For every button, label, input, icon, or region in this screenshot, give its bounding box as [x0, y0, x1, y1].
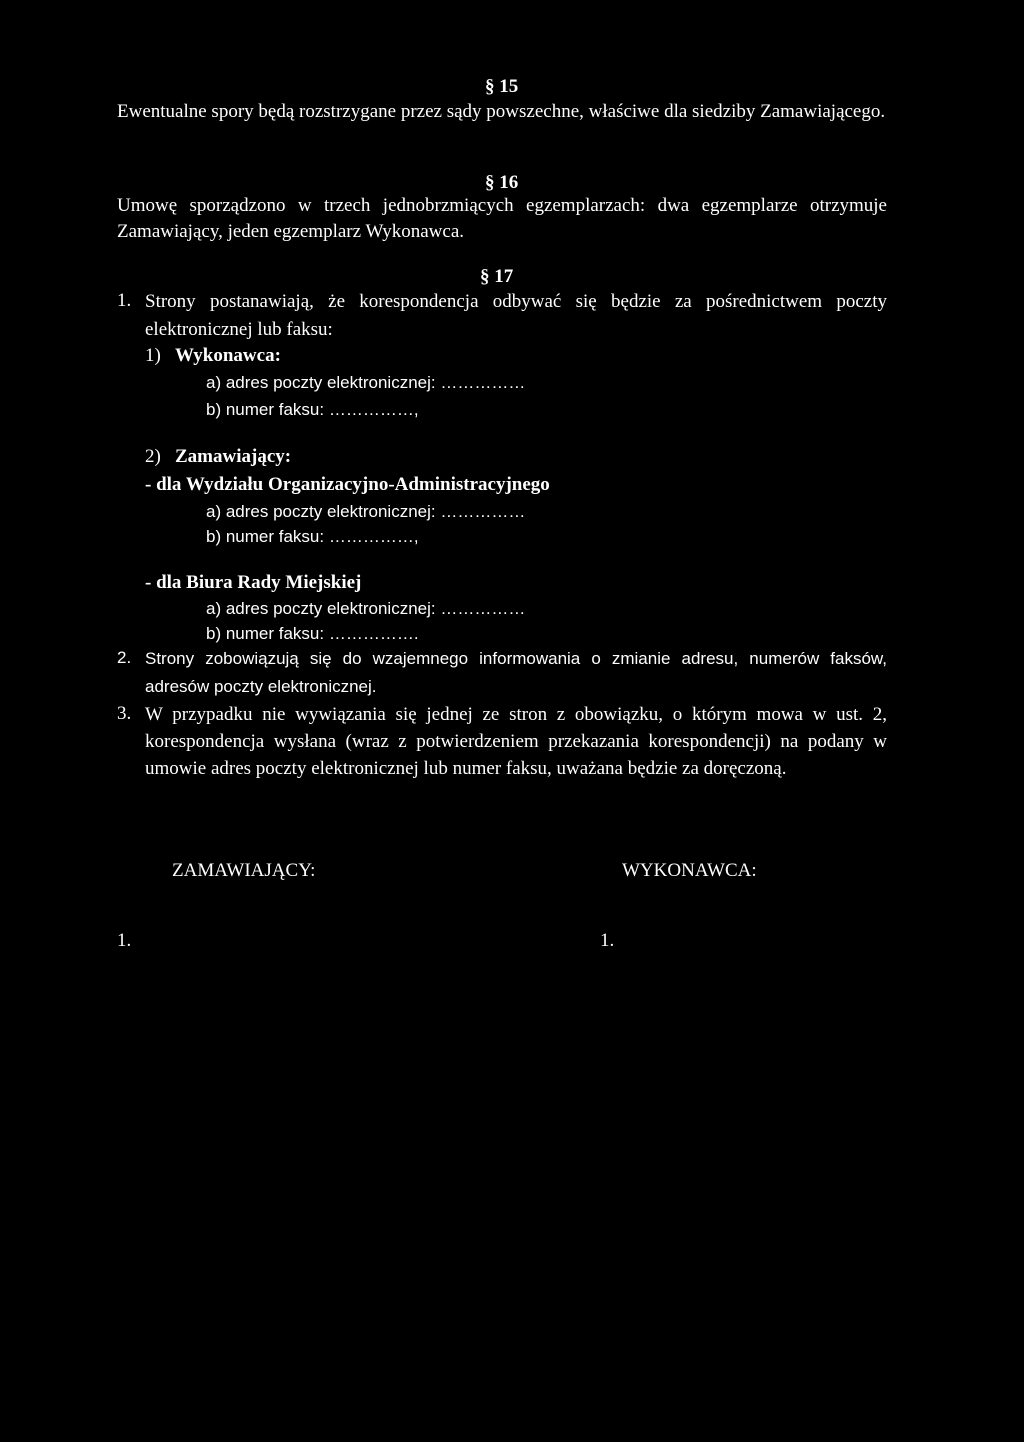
wykonawca-email: a) adres poczty elektronicznej: ……………: [206, 373, 526, 392]
dept-organizacyjno-label: - dla Wydziału Organizacyjno-Administracyjnego: [145, 474, 550, 495]
dept-biuro-rady-fax: b) numer faksu: …………….: [206, 624, 419, 643]
dept-organizacyjno-fax: b) numer faksu: ……………,: [206, 527, 419, 546]
wykonawca-label: Wykonawca:: [175, 345, 281, 366]
signature-wykonawca-number: 1.: [600, 930, 615, 951]
s17-point-1-number: 1.: [117, 290, 132, 311]
section-16-heading: § 16: [485, 172, 519, 193]
zamawiajacy-label: Zamawiający:: [175, 446, 292, 467]
signature-zamawiajacy-label: ZAMAWIAJĄCY:: [172, 860, 316, 881]
s17-point-3-text: W przypadku nie wywiązania się jednej ze stron z obowiązku, o którym mowa w ust. 2, korespondencja wysłana (wraz z potwierdzeniem przekazania korespondencji) na podany w umowie adres poczty elektronicznej lub numer faksu, uważana będzie za doręczoną.: [145, 704, 887, 779]
dept-biuro-rady-label: - dla Biura Rady Miejskiej: [145, 572, 362, 593]
section-16-text: Umowę sporządzono w trzech jednobrzmiących egzemplarzach: dwa egzemplarze otrzymuje Zamawiający, jeden egzemplarz Wykonawca.: [117, 195, 887, 242]
s17-point-1-text: Strony postanawiają, że korespondencja odbywać się będzie za pośrednictwem poczty elektronicznej lub faksu:: [145, 291, 887, 340]
wykonawca-fax: b) numer faksu: ……………,: [206, 400, 419, 419]
dept-organizacyjno-email: a) adres poczty elektronicznej: ……………: [206, 502, 526, 521]
section-15-text: Ewentualne spory będą rozstrzygane przez sądy powszechne, właściwe dla siedziby Zamawiającego.: [117, 101, 886, 122]
s17-point-3-number: 3.: [117, 703, 132, 724]
section-15-heading: § 15: [485, 76, 519, 97]
s17-point-2-text: Strony zobowiązują się do wzajemnego informowania o zmianie adresu, numerów faksów, adresów poczty elektronicznej.: [145, 649, 887, 696]
signature-wykonawca-label: WYKONAWCA:: [622, 860, 757, 881]
section-17-heading: § 17: [480, 266, 514, 287]
zamawiajacy-number: 2): [145, 446, 161, 467]
s17-point-2-number: 2.: [117, 648, 132, 667]
dept-biuro-rady-email: a) adres poczty elektronicznej: ……………: [206, 599, 526, 618]
wykonawca-number: 1): [145, 345, 161, 366]
signature-zamawiajacy-number: 1.: [117, 930, 132, 951]
